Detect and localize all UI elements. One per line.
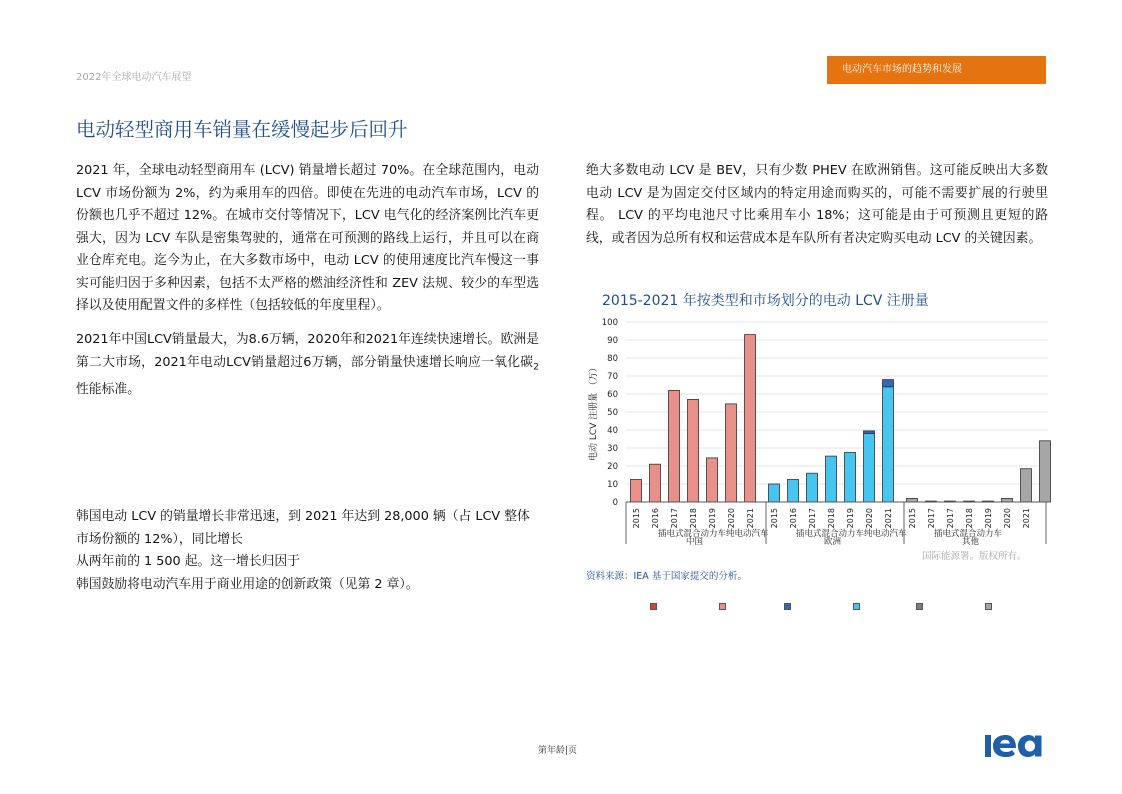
x-tick-label: 2017 — [808, 508, 817, 529]
paragraph-korea-line1: 韩国电动 LCV 的销量增长非常迅速，到 2021 年达到 28,000 辆（占 LCV 整体市场份额的 12%），同比增长 — [76, 509, 530, 547]
x-tick-label: 2019 — [984, 508, 993, 529]
bar-bev — [1021, 469, 1032, 502]
copyright-note: 国际能源署。版权所有。 — [922, 551, 1027, 562]
bar-bev — [807, 473, 818, 502]
group-name: 欧洲 — [824, 537, 842, 547]
bar-bev — [688, 399, 699, 502]
paragraph-korea-line2: 从两年前的 1 500 起。这一增长归因于 — [76, 554, 300, 569]
x-tick-label: 2016 — [651, 508, 660, 529]
paragraph-china-europe-tail: 性能标准。 — [76, 381, 140, 397]
x-tick-label: 2018 — [965, 508, 974, 529]
bar-bev — [631, 480, 642, 503]
x-tick-label: 2020 — [865, 508, 874, 529]
paragraph-lcv-growth: 2021 年，全球电动轻型商用车 (LCV) 销量增长超过 70%。在全球范围内，电动 LCV 市场份额为 2%，约为乘用车的四倍。即使在先进的电动汽车市场，LCV 的份额也几乎不超过 12%。在城市交付等情况下，LCV 电气化的经济案例比汽车更强大，因为 LCV 车队是密集驾驶的，通常在可预测的路线上运行，并且可以在商业仓库充电。迄今为止，在大多数市场中，电动 LCV 的使用速度比汽车慢这一事实可能归因于多种因素，包括不太严格的燃油经济性和 ZEV 法规、较少的车型选择以及使用配置文件的多样性（包括较低的年度里程）。 — [76, 163, 539, 313]
running-head: 2022年全球电动汽车展望 — [76, 72, 192, 83]
x-tick-label: 2015 — [770, 508, 779, 529]
x-tick-label: 2021 — [884, 508, 893, 529]
bar-bev — [669, 390, 680, 502]
bar-bev — [864, 434, 875, 502]
y-tick-label: 30 — [607, 444, 618, 454]
x-tick-label: 2015 — [632, 508, 641, 529]
paragraph-korea-line3: 韩国鼓励将电动汽车用于商业用途的创新政策（见第 2 章）。 — [76, 576, 419, 592]
y-tick-label: 80 — [607, 354, 618, 364]
paragraph-bev-phev: 绝大多数电动 LCV 是 BEV，只有少数 PHEV 在欧洲销售。这可能反映出大多数电动 LCV 是为固定交付区域内的特定用途而购买的，可能不需要扩展的行驶里程。 LCV 的平均电池尺寸比乘用车小 18%；这可能是由于可预测且更短的路线，或者因为总所有权和运营成本是车队所有者决定购买电动 LCV 的关键因素。 — [586, 163, 1048, 246]
x-tick-label: 2021 — [746, 508, 755, 529]
section-tab[interactable]: 电动汽车市场的趋势和发展 — [827, 56, 1046, 84]
source-note: 资料来源：IEA 基于国家提交的分析。 — [586, 571, 747, 582]
y-tick-label: 20 — [607, 462, 618, 472]
group-label: 插电式混合动力车 — [934, 529, 1003, 539]
x-tick-label: 2021 — [1022, 508, 1031, 529]
legend-swatch-china-phev — [650, 603, 657, 610]
paragraph-china-europe — [76, 329, 539, 401]
bar-phev — [883, 380, 894, 387]
y-tick-label: 100 — [601, 318, 618, 328]
bar-bev — [726, 404, 737, 502]
y-axis-label: 电动 LCV 注册量 （万） — [589, 362, 599, 462]
y-tick-label: 90 — [607, 336, 618, 346]
bar-bev — [788, 480, 799, 503]
paragraph-china-europe-text: 2021年中国LCV销量最大，为8.6万辆，2020年和2021年连续快速增长。欧洲是第二大市场，2021年电动LCV销量超过6万辆，部分销量快速增长响应一氧化碳 — [76, 332, 539, 370]
y-tick-label: 70 — [607, 372, 618, 382]
x-tick-label: 2020 — [1003, 508, 1012, 529]
legend-swatch-europe-bev — [853, 603, 860, 610]
bar-bev — [845, 453, 856, 503]
page-title: 电动轻型商用车销量在缓慢起步后回升 — [76, 118, 408, 141]
x-tick-label: 2015 — [908, 508, 917, 529]
paragraph-korea — [76, 506, 539, 596]
group-label: 插电式混合动力车纯电动汽车 — [796, 529, 907, 539]
bar-bev — [769, 484, 780, 502]
legend-swatch-other-bev — [985, 603, 992, 610]
bar-bev — [650, 464, 661, 502]
page-number: 第年龄|页 — [538, 746, 578, 756]
bar-bev — [745, 335, 756, 502]
bar-other-bev — [1040, 441, 1051, 502]
x-tick-label: 2019 — [846, 508, 855, 529]
x-tick-label: 2017 — [946, 508, 955, 529]
group-name: 中国 — [686, 537, 704, 547]
group-name: 其他 — [962, 537, 980, 547]
x-tick-label: 2017 — [670, 508, 679, 529]
legend-swatch-china-bev — [719, 603, 726, 610]
chart-title: 2015-2021 年按类型和市场划分的电动 LCV 注册量 — [602, 293, 929, 309]
x-tick-label: 2019 — [708, 508, 717, 529]
bar-phev — [864, 431, 875, 434]
co2-subscript: 2 — [533, 362, 539, 373]
legend-swatch-other-phev — [916, 603, 923, 610]
iea-logo-icon — [984, 731, 1048, 761]
x-tick-label: 2017 — [927, 508, 936, 529]
x-tick-label: 2018 — [827, 508, 836, 529]
bar-bev — [826, 456, 837, 502]
group-label: 插电式混合动力车纯电动汽车 — [658, 529, 769, 539]
bar-bev — [883, 387, 894, 502]
y-tick-label: 50 — [607, 408, 618, 418]
x-tick-label: 2018 — [689, 508, 698, 529]
y-tick-label: 40 — [607, 426, 618, 436]
y-tick-label: 10 — [607, 480, 618, 490]
bar-bev — [1002, 498, 1013, 502]
y-tick-label: 60 — [607, 390, 618, 400]
x-tick-label: 2020 — [727, 508, 736, 529]
bar-bev — [907, 498, 918, 502]
x-tick-label: 2016 — [789, 508, 798, 529]
legend-swatch-europe-phev — [784, 603, 791, 610]
lcv-registrations-chart — [586, 312, 1056, 557]
y-tick-label: 0 — [612, 498, 618, 508]
bar-bev — [707, 458, 718, 502]
